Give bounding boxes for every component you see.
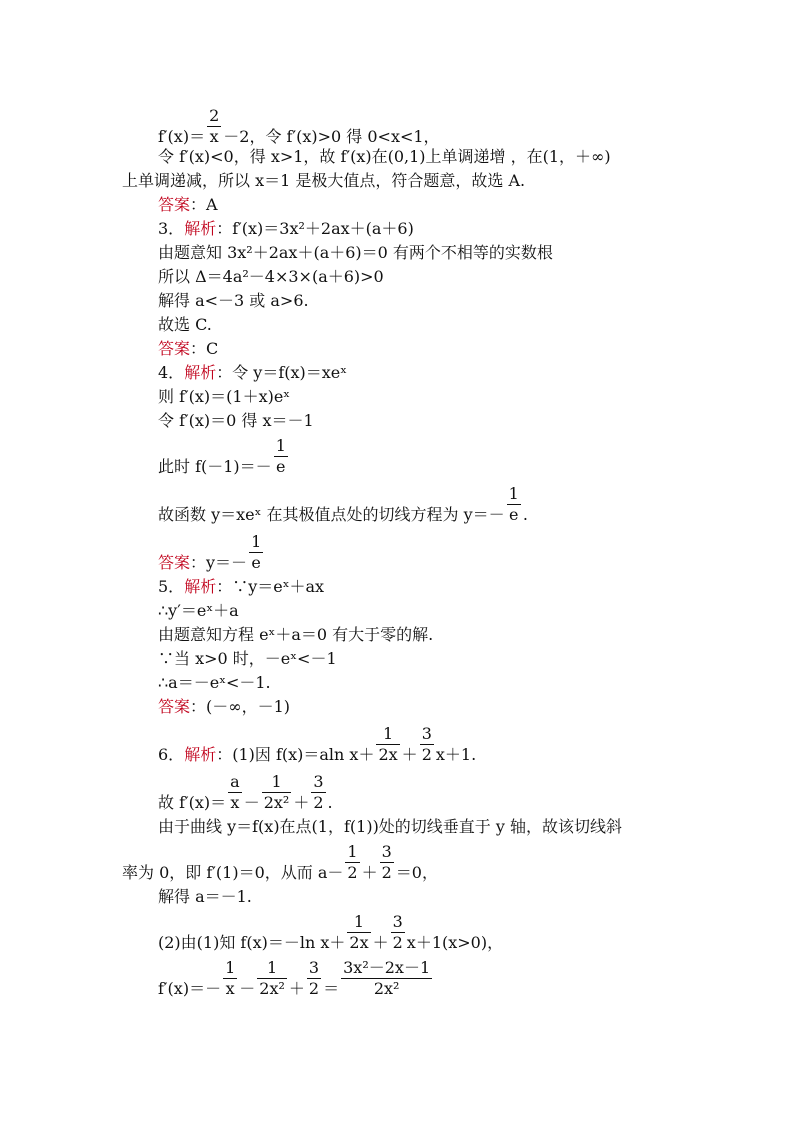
line-14 bbox=[158, 436, 290, 478]
denominator: 2 bbox=[381, 863, 392, 882]
q6-analysis-line bbox=[158, 724, 476, 766]
text: 故函数 y＝xeˣ 在其极值点处的切线方程为 y＝－ bbox=[158, 505, 505, 524]
text: (2)由(1)知 f(x)＝－ln x＋ bbox=[158, 933, 346, 952]
denominator: e bbox=[251, 553, 261, 572]
text: － bbox=[243, 793, 260, 812]
text: 故 f′(x)＝ bbox=[158, 793, 227, 812]
text: f′(x)＝ bbox=[158, 127, 206, 146]
fraction bbox=[249, 532, 263, 573]
denominator: x bbox=[209, 127, 219, 146]
denominator: 2 bbox=[308, 979, 320, 998]
denominator: 2x² bbox=[373, 979, 400, 998]
numerator: 1 bbox=[508, 484, 519, 503]
line-15 bbox=[158, 484, 528, 526]
text: 率为 0，即 f′(1)＝0，从而 a－ bbox=[122, 863, 344, 882]
denominator: x bbox=[230, 793, 240, 812]
answer-label: 答案 bbox=[158, 553, 191, 572]
fraction bbox=[257, 958, 287, 999]
fraction bbox=[347, 912, 370, 953]
denominator: 2 bbox=[392, 933, 403, 952]
line-8: 解得 a<－3 或 a>6. bbox=[158, 291, 309, 310]
text: ＝ bbox=[323, 979, 340, 998]
numerator: 2 bbox=[209, 106, 220, 125]
denominator: 2 bbox=[313, 793, 324, 812]
text: x＋1. bbox=[435, 745, 477, 764]
answer-line-4 bbox=[158, 532, 265, 574]
denominator: 2 bbox=[347, 863, 358, 882]
q3-analysis-line bbox=[158, 218, 414, 240]
fraction bbox=[228, 772, 242, 813]
denominator: 2 bbox=[421, 745, 432, 764]
denominator: 2x² bbox=[259, 979, 285, 998]
analysis-label: 解析 bbox=[184, 577, 217, 596]
question-number: 3． bbox=[158, 219, 185, 238]
numerator: 1 bbox=[257, 958, 287, 979]
text: x＋1(x>0)， bbox=[406, 933, 504, 952]
line-6: 由题意知 3x²＋2ax＋(a＋6)＝0 有两个不相等的实数根 bbox=[158, 243, 553, 262]
text: ：f′(x)＝3x²＋2ax＋(a＋6) bbox=[216, 219, 414, 238]
numerator: 1 bbox=[347, 912, 370, 933]
denominator: x bbox=[225, 979, 235, 998]
line-27: 解得 a＝－1. bbox=[158, 887, 252, 906]
denominator: 2x bbox=[378, 745, 398, 764]
text: ＝0， bbox=[395, 863, 438, 882]
answer-value: ：C bbox=[190, 339, 219, 358]
fraction bbox=[507, 484, 521, 525]
text: 此时 f(－1)＝－ bbox=[158, 457, 272, 476]
numerator: 3 bbox=[421, 724, 432, 743]
line-18: ∴y′＝eˣ＋a bbox=[158, 601, 239, 620]
numerator: 3 bbox=[392, 912, 403, 931]
line-25: 由于曲线 y＝f(x)在点(1，f(1))处的切线垂直于 y 轴，故该切线斜 bbox=[158, 817, 623, 836]
fraction bbox=[376, 724, 399, 765]
denominator: e bbox=[508, 505, 519, 524]
fraction bbox=[223, 958, 237, 999]
text: . bbox=[327, 793, 333, 812]
fraction bbox=[420, 724, 434, 765]
question-number: 5． bbox=[158, 577, 185, 596]
answer-label: 答案 bbox=[158, 195, 191, 214]
text: . bbox=[522, 505, 528, 524]
numerator: 1 bbox=[262, 772, 292, 793]
text: ＋ bbox=[361, 863, 378, 882]
line-2: 令 f′(x)<0，得 x>1，故 f′(x)在(0,1)上单调递增 ，在(1，＋∞) bbox=[158, 147, 611, 166]
question-number: 6． bbox=[158, 745, 185, 764]
numerator: 3x²－2x－1 bbox=[343, 958, 431, 977]
fraction bbox=[207, 106, 221, 147]
text: ：(1)因 f(x)＝aln x＋ bbox=[216, 745, 375, 764]
line-26 bbox=[122, 842, 438, 884]
question-number: 4． bbox=[158, 363, 185, 382]
fraction bbox=[380, 842, 394, 883]
answer-value: ：(－∞，－1) bbox=[190, 697, 291, 716]
text: ＋ bbox=[288, 979, 305, 998]
analysis-label: 解析 bbox=[184, 219, 217, 238]
line-28 bbox=[158, 912, 503, 954]
answer-label: 答案 bbox=[158, 339, 191, 358]
numerator: a bbox=[230, 772, 240, 791]
numerator: 1 bbox=[275, 436, 286, 455]
fraction bbox=[341, 958, 432, 999]
text: ＋ bbox=[293, 793, 310, 812]
text: －2，令 f′(x)>0 得 0<x<1， bbox=[223, 127, 440, 146]
text: ：∵y＝eˣ＋ax bbox=[216, 577, 325, 596]
numerator: 3 bbox=[313, 772, 324, 791]
fraction bbox=[262, 772, 292, 813]
analysis-label: 解析 bbox=[184, 745, 217, 764]
line-21: ∴a＝－eˣ<－1. bbox=[158, 673, 271, 692]
line-29 bbox=[158, 958, 434, 1000]
answer-value: ：A bbox=[190, 195, 218, 214]
numerator: 1 bbox=[347, 842, 358, 861]
text: f′(x)＝－ bbox=[158, 979, 222, 998]
line-7: 所以 Δ＝4a²－4×3×(a＋6)>0 bbox=[158, 267, 384, 286]
numerator: 1 bbox=[225, 958, 236, 977]
denominator: 2x bbox=[349, 933, 369, 952]
line-12: 则 f′(x)＝(1＋x)eˣ bbox=[158, 387, 291, 406]
numerator: 1 bbox=[376, 724, 399, 745]
text: ＋ bbox=[372, 933, 389, 952]
denominator: e bbox=[276, 457, 286, 476]
text: － bbox=[239, 979, 256, 998]
answer-line-2 bbox=[158, 194, 218, 216]
line-1 bbox=[158, 106, 440, 148]
line-3: 上单调递减，所以 x＝1 是极大值点，符合题意，故选 A. bbox=[122, 171, 526, 190]
text: ＋ bbox=[401, 745, 418, 764]
answer-value: ：y＝－ bbox=[190, 553, 248, 572]
line-20: ∵当 x>0 时，－eˣ<－1 bbox=[158, 649, 337, 668]
line-9: 故选 C. bbox=[158, 315, 212, 334]
analysis-label: 解析 bbox=[184, 363, 217, 382]
numerator: 1 bbox=[251, 532, 262, 551]
text: ：令 y＝f(x)＝xeˣ bbox=[216, 363, 348, 382]
numerator: 3 bbox=[381, 842, 392, 861]
line-13: 令 f′(x)＝0 得 x＝－1 bbox=[158, 411, 314, 430]
line-24 bbox=[158, 772, 333, 814]
fraction bbox=[311, 772, 325, 813]
answer-line-5 bbox=[158, 696, 290, 718]
line-19: 由题意知方程 eˣ＋a＝0 有大于零的解. bbox=[158, 625, 434, 644]
q5-analysis-line bbox=[158, 576, 324, 598]
fraction bbox=[391, 912, 405, 953]
answer-label: 答案 bbox=[158, 697, 191, 716]
answer-line-3 bbox=[158, 338, 218, 360]
numerator: 3 bbox=[308, 958, 320, 977]
denominator: 2x² bbox=[263, 793, 290, 812]
fraction bbox=[307, 958, 321, 999]
fraction bbox=[345, 842, 359, 883]
q4-analysis-line bbox=[158, 362, 347, 384]
fraction bbox=[274, 436, 288, 477]
